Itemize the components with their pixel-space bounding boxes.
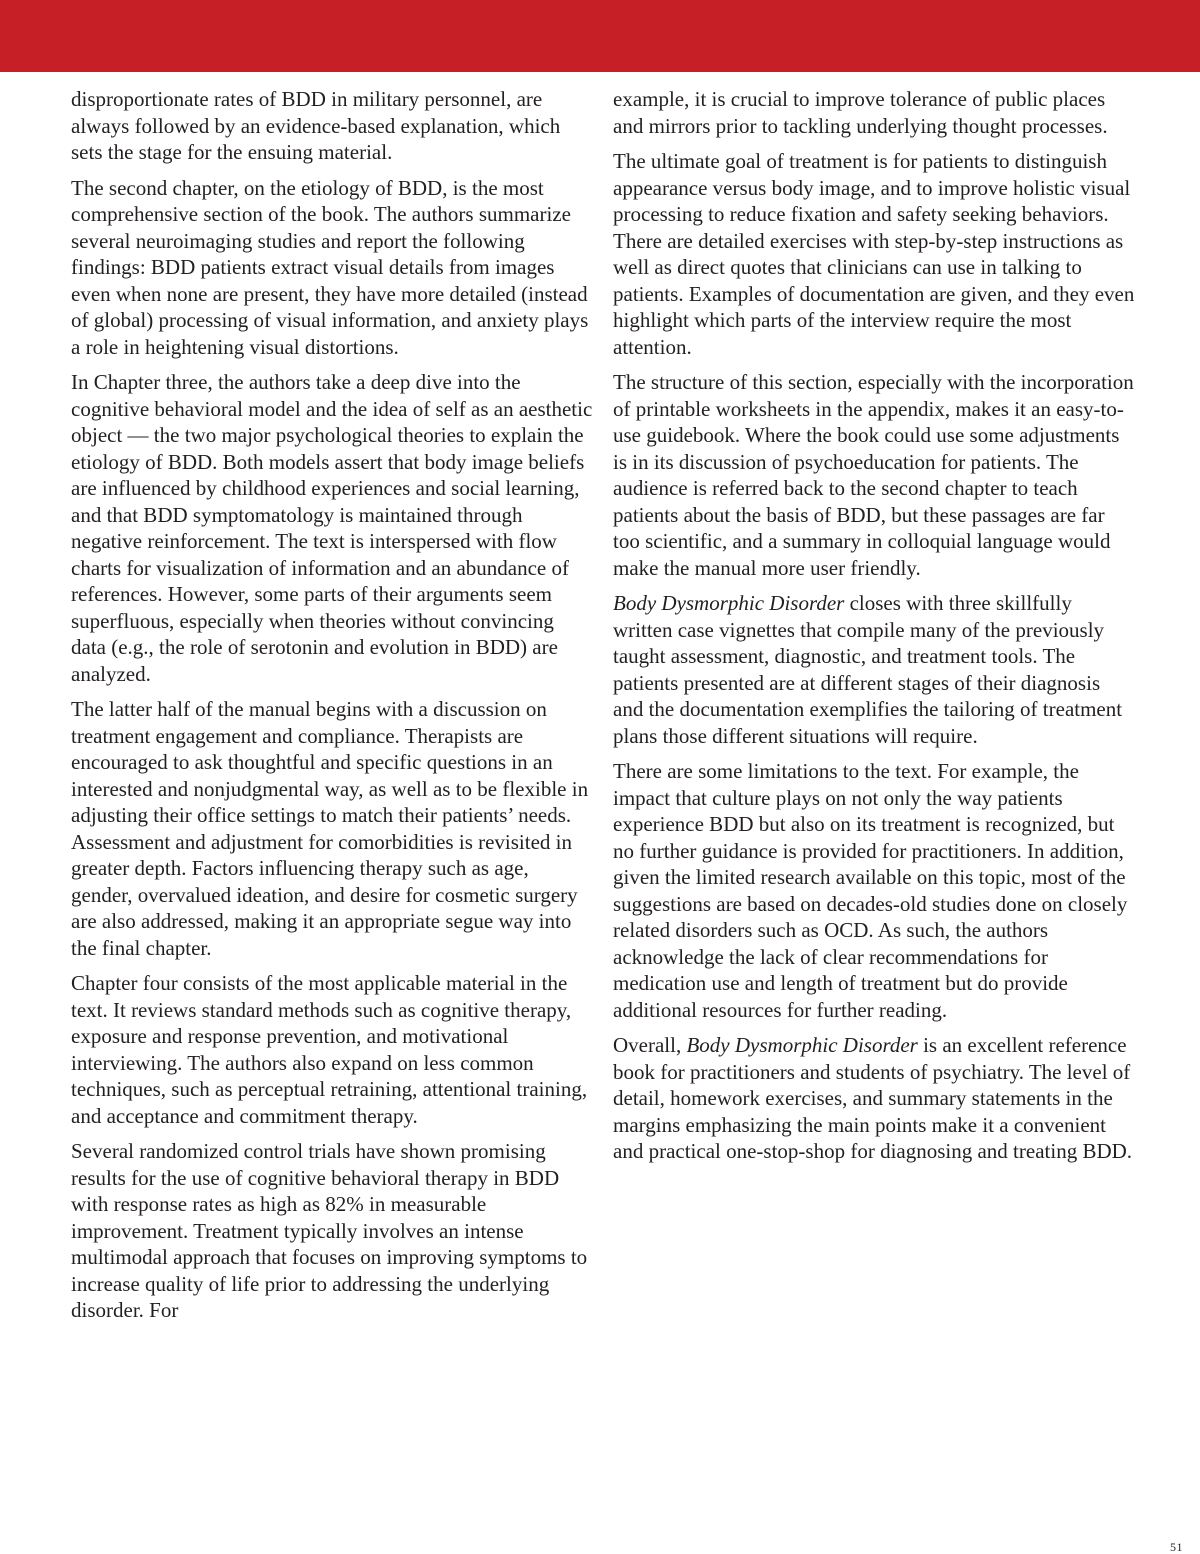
book-title: Body Dysmorphic Disorder (613, 591, 845, 615)
paragraph: The structure of this section, especially with the incorporation of printable worksheets in the appendix, makes it an easy-to-use guidebook. Where the book could use some adjustments is in its discussion of psychoeducation for patients. The audience is referred back to the second chapter to teach patients about the basis of BDD, but these passages are far too scientific, and a summary in colloquial language would make the manual more user friendly. (613, 370, 1134, 580)
paragraph: Chapter four consists of the most applicable material in the text. It reviews standard methods such as cognitive therapy, exposure and response prevention, and motivational interviewing. The authors also expand on less common techniques, such as perceptual retraining, attentional training, and acceptance and commitment therapy. (71, 971, 588, 1128)
paragraph-body: is an excellent reference book for practitioners and students of psychiatry. The level of detail, homework exercises, and summary statements in the margins emphasizing the main points make it a convenient and practical one-stop-shop for diagnosing and treating BDD. (613, 1033, 1133, 1163)
paragraph: Several randomized control trials have shown promising results for the use of cognitive behavioral therapy in BDD with response rates as high as 82% in measurable improvement. Treatment typically involves an intense multimodal approach that focuses on improving symptoms to increase quality of life prior to addressing the underlying disorder. For (71, 1139, 588, 1322)
top-color-band (0, 0, 1200, 72)
paragraph: disproportionate rates of BDD in military personnel, are always followed by an evidence-based explanation, which sets the stage for the ensuing material. (71, 87, 561, 164)
right-text-column (613, 86, 1135, 1174)
left-text-column (71, 86, 593, 1333)
paragraph: The ultimate goal of treatment is for patients to distinguish appearance versus body image, and to improve holistic visual processing to reduce fixation and safety seeking behaviors. There are detailed exercises with step-by-step instructions as well as direct quotes that clinicians can use in talking to patients. Examples of documentation are given, and they even highlight which parts of the interview require the most attention. (613, 149, 1135, 359)
paragraph: The latter half of the manual begins with a discussion on treatment engagement and compliance. Therapists are encouraged to ask thoughtful and specific questions in an interested and nonjudgmental way, as well as to be flexible in adjusting their office settings to match their patients’ needs. Assessment and adjustment for comorbidities is revisited in greater depth. Factors influencing therapy such as age, gender, overvalued ideation, and desire for cosmetic surgery are also addressed, making it an appropriate segue way into the final chapter. (71, 697, 589, 960)
paragraph: There are some limitations to the text. For example, the impact that culture plays on not only the way patients experience BDD but also on its treatment is recognized, but no further guidance is provided for practitioners. In addition, given the limited research available on this topic, most of the suggestions are based on decades-old studies done on closely related disorders such as OCD. As such, the authors acknowledge the lack of clear recommendations for medication use and length of treatment but do provide additional resources for further reading. (613, 759, 1128, 1022)
paragraph: In Chapter three, the authors take a deep dive into the cognitive behavioral model and the idea of self as an aesthetic object — the two major psychological theories to explain the etiology of BDD. Both models assert that body image beliefs are influenced by childhood experiences and social learning, and that BDD symptomatology is maintained through negative reinforcement. The text is interspersed with flow charts for visualization of information and an abundance of references. However, some parts of their arguments seem superfluous, especially when theories without convincing data (e.g., the role of serotonin and evolution in BDD) are analyzed. (71, 370, 593, 686)
paragraph-lead: Overall, (613, 1033, 687, 1057)
paragraph (613, 590, 1135, 749)
paragraph: The second chapter, on the etiology of BDD, is the most comprehensive section of the book. The authors summarize several neuroimaging studies and report the following findings: BDD patients extract visual details from images even when none are present, they have more detailed (instead of global) processing of visual information, and anxiety plays a role in heightening visual distortions. (71, 175, 589, 359)
page-number: 51 (1170, 1540, 1183, 1554)
paragraph-body: closes with three skillfully written case vignettes that compile many of the previously taught assessment, diagnostic, and treatment tools. The patients presented are at different stages of their diagnosis and the documentation exemplifies the tailoring of treatment plans those different situations will require. (613, 591, 1123, 748)
book-title: Body Dysmorphic Disorder (686, 1033, 918, 1057)
paragraph: example, it is crucial to improve tolerance of public places and mirrors prior to tackling underlying thought processes. (613, 87, 1108, 138)
paragraph (613, 1032, 1135, 1165)
